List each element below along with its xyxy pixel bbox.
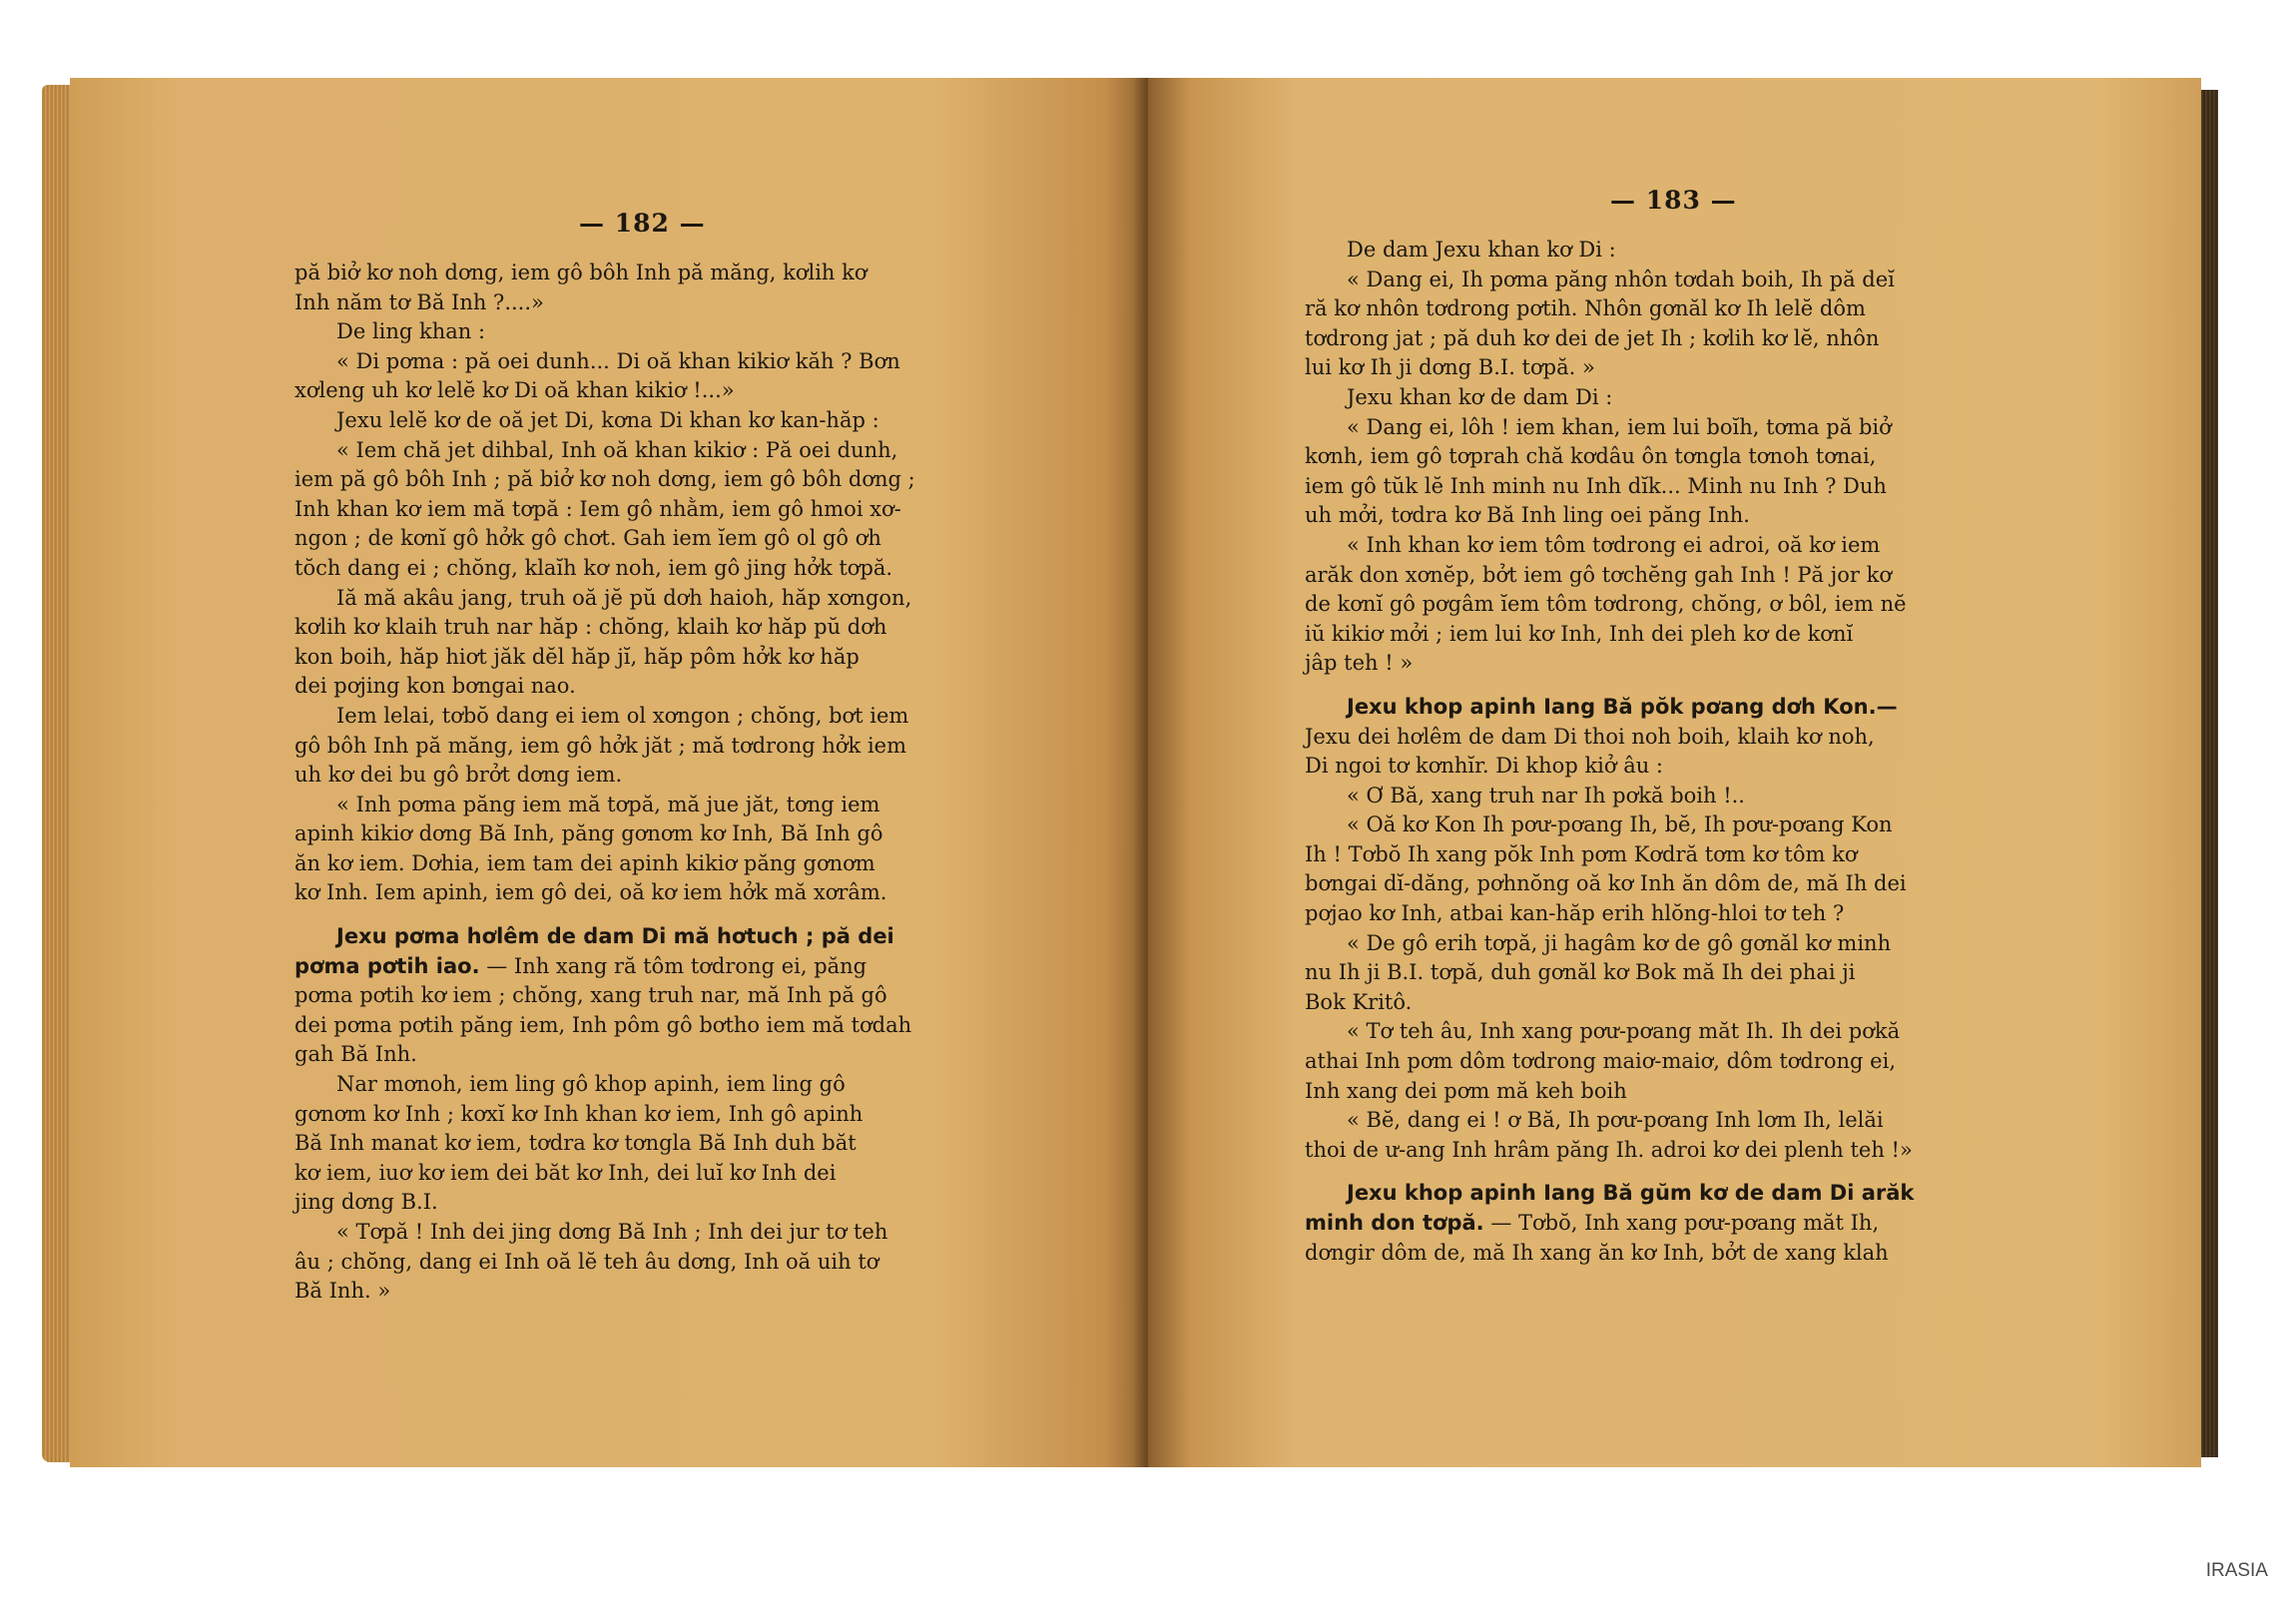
text-line: Jexu dei hơlêm de dam Di thoi noh boih, klaih kơ noh, — [1305, 724, 1875, 749]
text-line: Iem lelai, tơbŏ dang ei iem ol xơngon ; chŏng, bơt iem — [336, 703, 909, 728]
text-line: Inh khan kơ iem mă tơpă : Iem gô nhằm, iem gô hmoi xơ- — [294, 496, 901, 521]
text-line: kơlih kơ klaih truh nar hăp : chŏng, klaih kơ hăp pŭ dơh — [294, 615, 887, 640]
text-line: Iă mă akâu jang, truh oă jĕ pŭ dơh haioh, hăp xơngon, — [336, 585, 912, 610]
text-line: pơjao kơ Inh, atbai kan-hăp erih hlŏng-hloi tơ teh ? — [1305, 901, 1845, 926]
text-line: nu Ih ji B.I. tơpă, duh gơnăl kơ Bok mă Ih dei phai ji — [1305, 960, 1856, 985]
text-line: Inh năm tơ Bă Inh ?....» — [294, 289, 544, 314]
section-heading-bold: pơma pơtih iao. — [294, 953, 480, 978]
text-line: « Inh pơma păng iem mă tơpă, mă jue jăt, tơng iem — [336, 792, 880, 816]
right-page-text — [1305, 236, 2163, 1268]
text-line: « Bĕ, dang ei ! ơ Bă, Ih pơư-pơang Inh lơm Ih, lelăi — [1347, 1108, 1884, 1133]
text-line: âu ; chŏng, dang ei Inh oă lĕ teh âu dơng, Inh oă uih tơ — [294, 1249, 879, 1274]
text-line: Bok Kritô. — [1305, 989, 1413, 1014]
text-line: gah Bă Inh. — [294, 1042, 417, 1067]
text-line: pă biở kơ noh dơng, iem gô bôh Inh pă măng, kơlih kơ — [294, 261, 867, 284]
section-heading-line — [294, 952, 1093, 982]
text-line: dei pơma pơtih păng iem, Inh pôm gô bơtho iem mă tơdah — [294, 1012, 912, 1037]
text-line: « Dang ei, Ih pơma păng nhôn tơdah boih, Ih pă deĭ — [1347, 267, 1895, 291]
watermark: IRASIA — [2205, 1560, 2268, 1581]
text-line: « Inh khan kơ iem tôm tơdrong ei adroi, oă kơ iem — [1347, 532, 1881, 557]
section-heading-bold: minh don tơpă. — [1305, 1211, 1484, 1235]
text-line: kơ iem, iuơ kơ iem dei băt kơ Inh, dei luĭ kơ Inh dei — [294, 1160, 837, 1185]
text-line: de kơnĭ gô pơgâm ĭem tôm tơdrong, chŏng, ơ bôl, iem nĕ — [1305, 592, 1907, 617]
section-heading-line: Jexu pơma hơlêm de dam Di mă hơtuch ; pă dei — [336, 924, 894, 949]
text-line: « Di pơma : pă oei dunh... Di oă khan kikiơ kăh ? Bơn — [336, 348, 900, 373]
text-line: gơnơm kơ Inh ; kơxĭ kơ Inh khan kơ iem, Inh gô apinh — [294, 1101, 863, 1126]
section-heading-line: Jexu khop apinh Iang Bă pŏk pơang dơh Kon.— — [1347, 694, 1898, 719]
text-line: bơngai dĭ-dăng, pơhnŏng oă kơ Inh ăn dôm de, mă Ih dei — [1305, 871, 1907, 896]
text-line: lui kơ Ih ji dơng B.I. tơpă. » — [1305, 355, 1595, 380]
text-line: kon boih, hăp hiơt jăk dĕl hăp jĭ, hăp pôm hởk kơ hăp — [294, 644, 860, 669]
text-line: dơngir dôm de, mă Ih xang ăn kơ Inh, bởt de xang klah — [1305, 1240, 1889, 1265]
text-line: Bă Inh manat kơ iem, tơdra kơ tơngla Bă Inh duh băt — [294, 1131, 857, 1156]
text-line: iem pă gô bôh Inh ; pă biở kơ noh dơng, iem gô bôh dơng ; — [294, 467, 915, 492]
text-line: « Ơ Bă, xang truh nar Ih pơkă boih !.. — [1347, 783, 1745, 807]
text-line: kơ Inh. Iem apinh, iem gô dei, oă kơ iem hởk mă xơrâm. — [294, 880, 887, 905]
text-line: kơnh, iem gô tơprah chă kơdâu ôn tơngla tơnoh tơnai, — [1305, 444, 1877, 469]
text-line: pơma pơtih kơ iem ; chŏng, xang truh nar, mă Inh pă gô — [294, 983, 887, 1008]
text-line: Jexu lelĕ kơ de oă jet Di, kơna Di khan kơ kan-hăp : — [336, 407, 879, 432]
text-line: dei pơjing kon bơngai nao. — [294, 674, 576, 699]
text-line: uh mởi, tơdra kơ Bă Inh ling oei păng Inh. — [1305, 503, 1750, 528]
text-line: « De gô erih tơpă, ji hagâm kơ de gô gơnăl kơ minh — [1347, 930, 1892, 955]
text-line: De ling khan : — [336, 319, 486, 344]
text-line: Ih ! Tơbŏ Ih xang pŏk Inh pơm Kơdră tơm kơ tôm kơ — [1305, 841, 1858, 866]
text-line-rest: — Inh xang ră tôm tơdrong ei, păng — [479, 953, 867, 978]
text-line: De dam Jexu khan kơ Di : — [1347, 238, 1616, 262]
left-page-text — [294, 259, 1093, 1307]
section-heading-line — [1305, 1209, 2163, 1239]
text-line: xơleng uh kơ lelĕ kơ Di oă khan kikiơ !...» — [294, 378, 735, 403]
text-line: apinh kikiơ dơng Bă Inh, păng gơnơm kơ Inh, Bă Inh gô — [294, 821, 883, 846]
text-line: « Tơ teh âu, Inh xang pơư-pơang măt Ih. Ih dei pơkă — [1347, 1019, 1901, 1044]
text-line: uh kơ dei bu gô brởt dơng iem. — [294, 763, 623, 788]
text-line: thoi de ư-ang Inh hrâm păng Ih. adroi kơ dei plenh teh !» — [1305, 1137, 1913, 1162]
page-number-left: — 182 — — [579, 209, 706, 238]
text-line: athai Inh pơm dôm tơdrong maiơ-maiơ, dôm tơdrong ei, — [1305, 1049, 1896, 1074]
text-line: Di ngoi tơ kơnhĭr. Di khop kiở âu : — [1305, 754, 1663, 779]
text-line: arăk don xơnĕp, bởt iem gô tơchĕng gah Inh ! Pă jor kơ — [1305, 562, 1892, 587]
paragraph-gap — [1305, 1165, 2163, 1179]
text-line-rest: — Tơbŏ, Inh xang pơư-pơang măt Ih, — [1483, 1211, 1880, 1235]
text-line: ngon ; de kơnĭ gô hởk gô chơt. Gah iem ĭem gô ol gô ơh — [294, 526, 881, 551]
text-line: « Oă kơ Kon Ih pơư-pơang Ih, bĕ, Ih pơư-pơang Kon — [1347, 812, 1893, 837]
text-line: gô bôh Inh pă măng, iem gô hởk jăt ; mă tơdrong hởk iem — [294, 733, 906, 758]
section-heading-line: Jexu khop apinh Iang Bă gŭm kơ de dam Di arăk — [1347, 1181, 1915, 1206]
text-line: Bă Inh. » — [294, 1279, 391, 1304]
text-line: jâp teh ! » — [1305, 651, 1414, 676]
right-page — [1148, 78, 2201, 1467]
text-line: ăn kơ iem. Dơhia, iem tam dei apinh kikiơ păng gơnơm — [294, 850, 875, 875]
text-line: « Dang ei, lôh ! iem khan, iem lui boĭh, tơma pă biở — [1347, 414, 1892, 439]
text-line: tơdrong jat ; pă duh kơ dei de jet Ih ; kơlih kơ lĕ, nhôn — [1305, 325, 1880, 350]
text-line: Nar mơnoh, iem ling gô khop apinh, iem ling gô — [336, 1072, 846, 1097]
paragraph-gap — [1305, 679, 2163, 693]
text-line: jing dơng B.I. — [294, 1190, 438, 1215]
text-line: « Iem chă jet dihbal, Inh oă khan kikiơ : Pă oei dunh, — [336, 437, 898, 462]
paragraph-gap — [294, 908, 1093, 922]
text-line: « Tơpă ! Inh dei jing dơng Bă Inh ; Inh dei jur tơ teh — [336, 1220, 888, 1244]
text-line: ră kơ nhôn tơdrong pơtih. Nhôn gơnăl kơ Ih lelĕ dôm — [1305, 296, 1866, 321]
text-line: iem gô tŭk lĕ Inh minh nu Inh dĭk... Minh nu Inh ? Duh — [1305, 473, 1887, 498]
text-line: Jexu khan kơ de dam Di : — [1347, 384, 1613, 409]
page-number-right: — 183 — — [1610, 186, 1737, 215]
text-line: iŭ kikiơ mởi ; iem lui kơ Inh, Inh dei pleh kơ de kơnĭ — [1305, 621, 1854, 646]
text-line: tŏch dang ei ; chŏng, klaĭh kơ noh, iem gô jing hởk tơpă. — [294, 555, 893, 580]
left-page — [70, 78, 1148, 1467]
text-line: Inh xang dei pơm mă keh boih — [1305, 1078, 1627, 1103]
